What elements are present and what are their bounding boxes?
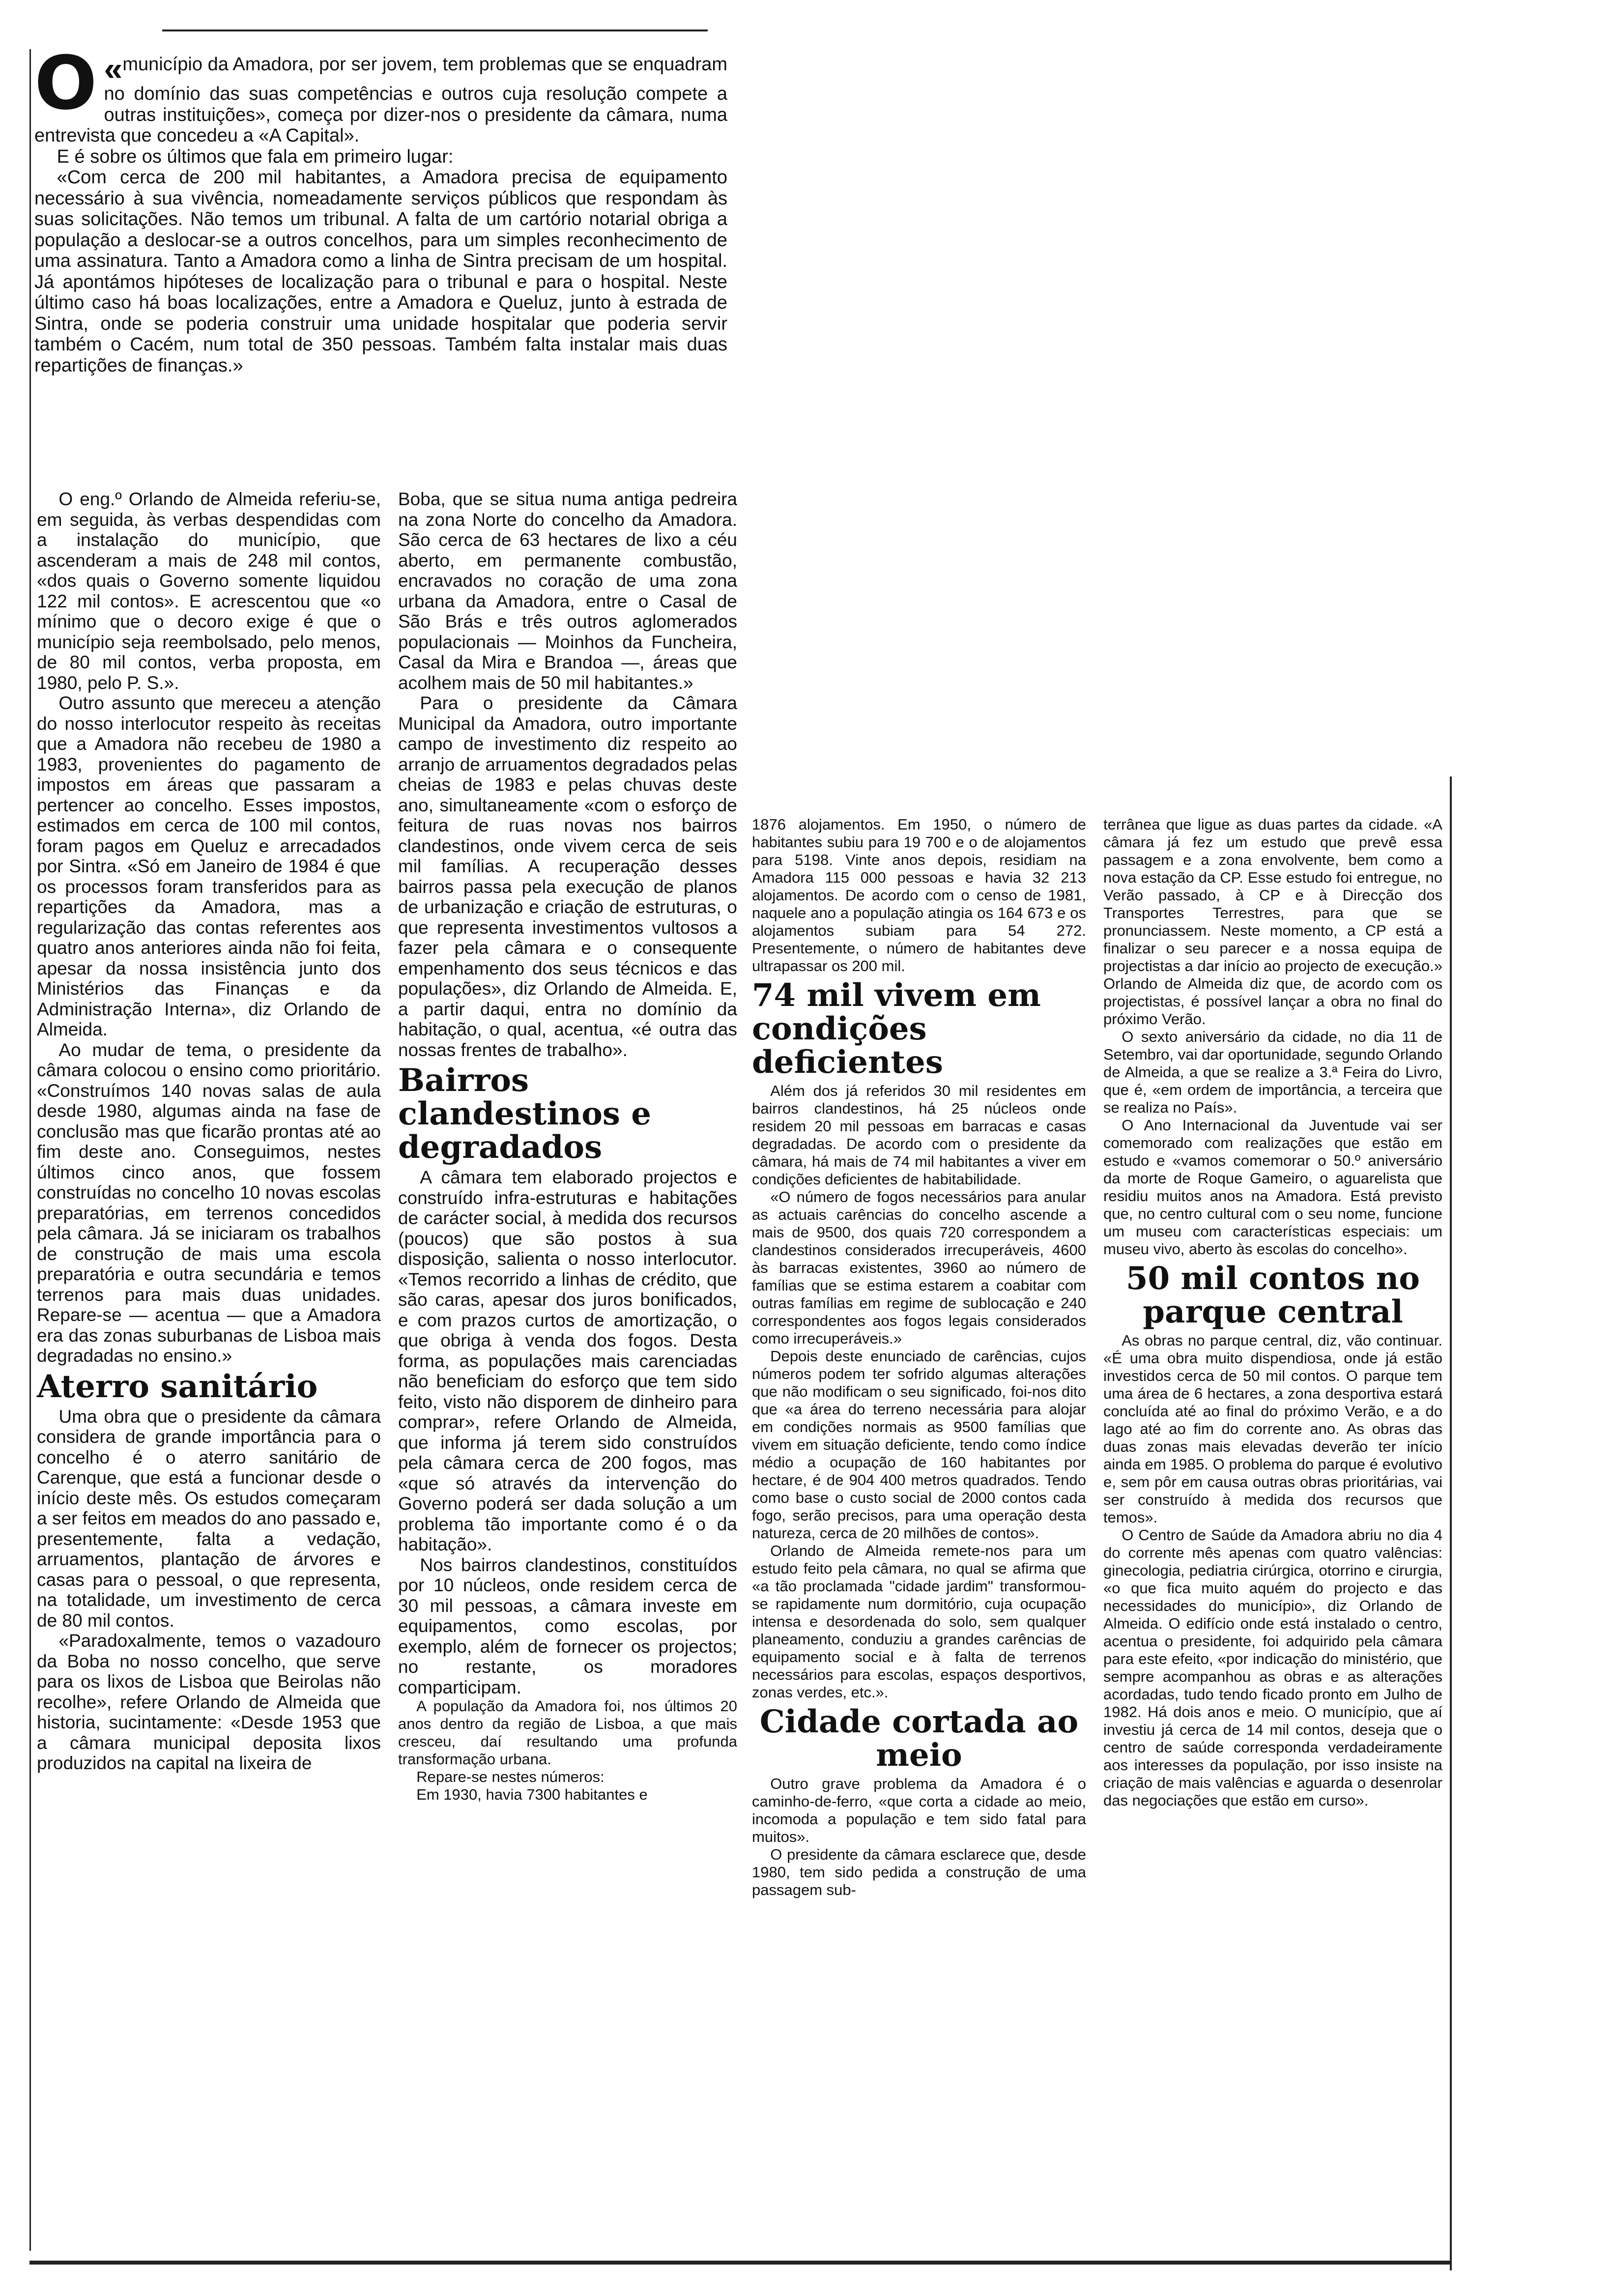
- dropcap: O: [34, 41, 97, 126]
- column-3: [752, 816, 1086, 1899]
- paragraph: 1876 alojamentos. Em 1950, o número de habitantes subiu para 19 700 e o de alojamentos para 5198. Vinte anos depois, residiam na Amadora 115 000 pessoas e havia 32 213 alojamentos. De acordo com o censo de 1981, naquele ano a população atingia os 164 673 e os alojamentos subiam para 54 272. Presentemente, o número de habitantes deve ultrapassar os 200 mil.: [752, 816, 1086, 975]
- paragraph: terrânea que ligue as duas partes da cidade. «A câmara já fez um estudo que prevê essa passagem e a zona envolvente, bem como a nova estação da CP. Esse estudo foi entregue, no Verão passado, à CP e à Direcção dos Transportes Terrestres, para que se pronunciassem. Neste momento, a CP está a finalizar o seu parecer e a nossa equipa de projectistas a dar início ao projecto de execução.» Orlando de Almeida diz que, de acordo com os projectistas, é possível lançar a obra no final do próximo Verão.: [1103, 816, 1442, 1028]
- subheading-parque-central: 50 mil contos no parque central: [1126, 1260, 1420, 1330]
- paragraph: Depois deste enunciado de carências, cujos números podem ter sofrido algumas alterações que não modificam o seu significado, foi-nos dito que «a área do terreno necessária para alojar em condições normais as 9500 famílias que vivem em situação deficiente, tendo como índice médio a ocupação de 160 habitantes por hectare, é de 904 400 metros quadrados. Tendo como base o custo social de 2000 contos cada fogo, serão precisos, para uma operação desta natureza, cerca de 20 milhões de contos».: [752, 1348, 1086, 1542]
- paragraph: Ao mudar de tema, o presidente da câmara colocou o ensino como prioritário. «Construímos 140 novas salas de aula desde 1980, algumas ainda na fase de conclusão mas que ficarão prontas até ao fim deste ano. Conseguimos, nestes últimos cinco anos, que fossem construídas no concelho 10 novas escolas preparatórias, em terrenos concedidos pela câmara. Já se iniciaram os trabalhos de construção de mais uma escola preparatória e outra secundária e temos terrenos para mais duas unidades. Repare-se — acentua — que a Amadora era das zonas suburbanas de Lisboa mais degradadas no ensino.»: [37, 1039, 381, 1366]
- paragraph: «O número de fogos necessários para anular as actuais carências do concelho ascende a mais de 9500, dos quais 720 correspondem a clandestinos considerados irrecuperáveis, 4600 às barracas existentes, 3960 ao número de famílias que se estima estarem a coabitar com outras famílias em regime de sublocação e 240 correspondentes aos fogos legais considerados como irrecuperáveis.»: [752, 1188, 1086, 1347]
- paragraph: A população da Amadora foi, nos últimos 20 anos dentro da região de Lisboa, a que mais cresceu, daí resultando uma profunda transformação urbana.: [398, 1697, 737, 1768]
- paragraph: «Paradoxalmente, temos o vazadouro da Boba no nosso concelho, que serve para os lixos de Lisboa que Beirolas não recolhe», refere Orlando de Almeida que historia, sucintamente: «Desde 1953 que a câmara municipal deposita lixos produzidos na capital na lixeira de: [37, 1631, 381, 1773]
- paragraph: Nos bairros clandestinos, constituídos por 10 núcleos, onde residem cerca de 30 mil pessoas, a câmara investe em equipamentos, como escolas, por exemplo, além de fornecer os projectos; no restante, os moradores comparticipam.: [398, 1554, 737, 1697]
- paragraph: Outro assunto que mereceu a atenção do nosso interlocutor respeito às receitas que a Amadora não recebeu de 1980 a 1983, provenientes do pagamento de impostos em áreas que passaram a pertencer ao concelho. Esses impostos, estimados em cerca de 100 mil contos, foram pagos em Queluz e arrecadados por Sintra. «Só em Janeiro de 1984 é que os processos foram transferidos para as repartições da Amadora, mas a regularização das contas referentes aos quatro anos anteriores ainda não foi feita, apesar da nossa insistência junto dos Ministérios das Finanças e da Administração Interna», diz Orlando de Almeida.: [37, 693, 381, 1039]
- paragraph: A câmara tem elaborado projectos e construído infra-estruturas e habitações de carácter social, à medida dos recursos (poucos) que são postos à sua disposição, salienta o nosso interlocutor. «Temos recorrido a linhas de crédito, que são caras, apesar dos juros bonificados, e com prazos curtos de amortização, o que obriga à venda dos fogos. Desta forma, as populações mais carenciadas não beneficiam do esforço que tem sido feito, visto não disporem de dinheiro para comprar», refere Orlando de Almeida, que informa já terem sido construídos pela câmara cerca de 200 fogos, mas «que só através da intervenção do Governo poderá ser dada solução a um problema tão importante como é o da habitação».: [398, 1167, 737, 1554]
- column-2: [398, 489, 737, 1804]
- paragraph: Em 1930, havia 7300 habitantes e: [416, 1786, 648, 1803]
- right-border-rule: [1450, 776, 1452, 2270]
- lead-paragraph: « O município da Amadora, por ser jovem, tem problemas que se enquadram no domínio das suas competências e outros cuja resolução compete a outras instituições», começa por dizer-nos o presidente da câmara, numa entrevista que concedeu a «A Capital».: [34, 41, 727, 146]
- subheading-cidade-cortada: Cidade cortada ao meio: [759, 1703, 1079, 1774]
- paragraph: As obras no parque central, diz, vão continuar. «É uma obra muito dispendiosa, onde já estão investidos cerca de 50 mil contos. O parque tem uma área de 6 hectares, a zona desportiva estará concluída até ao final do próximo Verão, e a do lago até ao fim do corrente ano. As obras das duas zonas mais elevadas deverão ter início ainda em 1985. O problema do parque é evolutivo e, sem pôr em causa outras obras prioritárias, vai ser construído à medida dos recursos que temos».: [1103, 1332, 1442, 1526]
- paragraph: O Ano Internacional da Juventude vai ser comemorado com realizações que estão em estudo e «vamos comemorar o 50.º aniversário da morte de Roque Gameiro, o aguarelista que residiu muitos anos na Amadora. Está previsto que, no centro cultural com o seu nome, funcione um museu com características especiais: um museu vivo, aberto às escolas do concelho».: [1103, 1117, 1442, 1258]
- opening-quote: «: [104, 50, 123, 87]
- top-rule: [162, 29, 708, 31]
- subheading-bairros: Bairros clandestinos e degradados: [398, 1062, 651, 1166]
- lead-paragraph: E é sobre os últimos que fala em primeiro lugar:: [57, 146, 454, 167]
- paragraph: Boba, que se situa numa antiga pedreira na zona Norte do concelho da Amadora. São cerca de 63 hectares de lixo a céu aberto, em permanente combustão, encravados no coração de uma zona urbana da Amadora, entre o Casal de São Brás e três outros aglomerados populacionais — Moinhos da Funcheira, Casal da Mira e Brandoa —, áreas que acolhem mais de 50 mil habitantes.»: [398, 489, 737, 693]
- paragraph: O Centro de Saúde da Amadora abriu no dia 4 do corrente mês apenas com quatro valências: ginecologia, pediatria cirúrgica, otorrino e cirurgia, «o que fica muito aquém do projecto e das necessidades do município», diz Orlando de Almeida. O edifício onde está instalado o centro, acentua o presidente, foi adquirido pela câmara para este efeito, «por indicação do ministério, que sempre acompanhou as obras e as alterações acordadas, tudo tendo ficado pronto em Julho de 1982. Há dois anos e meio. O município, que aí investiu já cerca de 14 mil contos, deseja que o centro de saúde corresponda verdadeiramente aos interesses da população, por isso insiste na criação de mais valências e aguarda o desenrolar das negociações que estão em curso».: [1103, 1526, 1442, 1809]
- paragraph: Além dos já referidos 30 mil residentes em bairros clandestinos, há 25 núcleos onde residem 20 mil pessoas em barracas e casas degradadas. De acordo com o presidente da câmara, há mais de 74 mil habitantes a viver em condições deficientes de habitabilidade.: [752, 1082, 1086, 1188]
- paragraph: O eng.º Orlando de Almeida referiu-se, em seguida, às verbas despendidas com a instalação do município, que ascenderam a mais de 248 mil contos, «dos quais o Governo somente liquidou 122 mil contos». E acrescentou que «o mínimo que o decoro exige é que o município seja reembolsado, pelo menos, de 80 mil contos, verba proposta, em 1980, pelo P. S.».: [37, 489, 381, 693]
- paragraph: Para o presidente da Câmara Municipal da Amadora, outro importante campo de investimento diz respeito ao arranjo de arruamentos degradados pelas cheias de 1983 e pelas chuvas deste ano, simultaneamente «com o esforço de feitura de ruas novas nos bairros clandestinos, onde vivem cerca de seis mil famílias. A recuperação desses bairros passa pela execução de planos de urbanização e criação de estruturas, o que representa investimentos vultosos a fazer pela câmara e o consequente empenhamento dos seus técnicos e das populações», diz Orlando de Almeida. E, a partir daqui, entra no domínio da habitação, o qual, acentua, «é outra das nossas frentes de trabalho».: [398, 693, 737, 1060]
- subheading-74-mil: 74 mil vivem em condições deficientes: [752, 977, 1041, 1081]
- paragraph: O sexto aniversário da cidade, no dia 11 de Setembro, vai dar oportunidade, segundo Orlando de Almeida, a que se realize a 3.ª Feira do Livro, que é, «em ordem de importância, a terceira que se realiza no País».: [1103, 1028, 1442, 1116]
- lead-paragraph: «Com cerca de 200 mil habitantes, a Amadora precisa de equipamento necessário à sua vivência, nomeadamente serviços públicos que respondam às suas solicitações. Não temos um tribunal. A falta de um cartório notarial obriga a população a deslocar-se a outros concelhos, para um simples reconhecimento de uma assinatura. Tanto a Amadora como a linha de Sintra precisam de um hospital. Já apontámos hipóteses de localização para o tribunal e para o hospital. Neste último caso há boas localizações, entre a Amadora e Queluz, junto à estrada de Sintra, onde se poderia construir uma unidade hospitalar que poderia servir também o Cacém, num total de 350 pessoas. Também falta instalar mais duas repartições de finanças.»: [34, 167, 727, 376]
- paragraph: Outro grave problema da Amadora é o caminho-de-ferro, «que corta a cidade ao meio, incomoda a população e tem sido fatal para muitos».: [752, 1775, 1086, 1845]
- paragraph: Repare-se nestes números:: [416, 1768, 604, 1785]
- bottom-rule: [29, 2261, 1450, 2265]
- paragraph: Orlando de Almeida remete-nos para um estudo feito pela câmara, no qual se afirma que «a tão proclamada "cidade jardim" transformou-se rapidamente num dormitório, cuja ocupação intensa e desordenada do solo, sem qualquer planeamento, conduziu a grandes carências de equipamento social e à falta de terrenos necessários para escolas, espaços desportivos, zonas verdes, etc.».: [752, 1542, 1086, 1701]
- lead-block: [34, 41, 727, 376]
- paragraph: Uma obra que o presidente da câmara considera de grande importância para o concelho é o aterro sanitário de Carenque, que está a funcionar desde o início deste mês. Os estudos começaram a ser feitos em meados do ano passado e, presentemente, falta a vedação, arruamentos, plantação de árvores e casas para o pessoal, o que representa, na totalidade, um investimento de cerca de 80 mil contos.: [37, 1406, 381, 1631]
- left-margin-rule: [29, 49, 31, 2251]
- column-1: [37, 489, 381, 1774]
- subheading-aterro: Aterro sanitário: [37, 1368, 318, 1405]
- column-4: [1103, 816, 1442, 1809]
- paragraph: O presidente da câmara esclarece que, desde 1980, tem sido pedida a construção de uma passagem sub-: [752, 1846, 1086, 1898]
